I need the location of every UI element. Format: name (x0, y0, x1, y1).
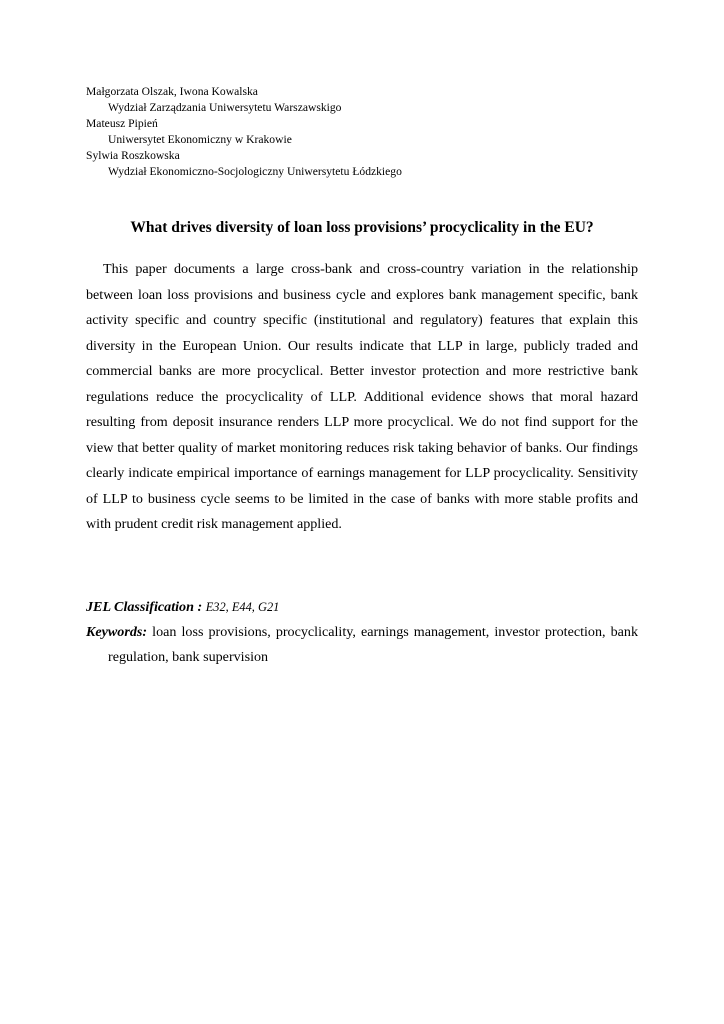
author-name: Mateusz Pipień (86, 117, 158, 130)
author-block (86, 84, 638, 180)
keywords-label: Keywords: (86, 623, 148, 640)
author-name: Sylwia Roszkowska (86, 149, 180, 162)
paper-page (86, 84, 638, 670)
author-affiliation: Uniwersytet Ekonomiczny w Krakowie (108, 133, 292, 146)
jel-codes: E32, E44, G21 (205, 599, 280, 614)
paper-title: What drives diversity of loan loss provisions’ procyclicality in the EU? (130, 219, 594, 236)
jel-classification (86, 595, 638, 620)
abstract-text: This paper documents a large cross-bank and cross-country variation in the relationship between loan loss provisions and business cycle and explores bank management specific, bank activity specific and country specific (institutional and regulatory) features that explain this diversity in the European Union. Our results indicate that LLP in large, publicly traded and commercial banks are more procyclical. Better investor protection and more restrictive bank regulations reduce the procyclicality of LLP. Additional evidence shows that moral hazard resulting from deposit insurance renders LLP more procyclical. We do not find support for the view that better quality of market monitoring reduces risk taking behavior of banks. Our findings clearly indicate empirical importance of earnings management for LLP procyclicality. Sensitivity of LLP to business cycle seems to be limited in the case of banks with more stable profits and with prudent credit risk management applied. (86, 261, 638, 532)
author-name: Małgorzata Olszak, Iwona Kowalska (86, 85, 258, 98)
author-affiliation: Wydział Ekonomiczno-Socjologiczny Uniwersytetu Łódzkiego (108, 165, 402, 178)
keywords (86, 620, 638, 670)
keywords-text: loan loss provisions, procyclicality, earnings management, investor protection, bank regulation, bank supervision (108, 623, 638, 665)
jel-label: JEL Classification : (86, 598, 203, 615)
author-affiliation: Wydział Zarządzania Uniwersytetu Warszawskigo (108, 101, 342, 114)
